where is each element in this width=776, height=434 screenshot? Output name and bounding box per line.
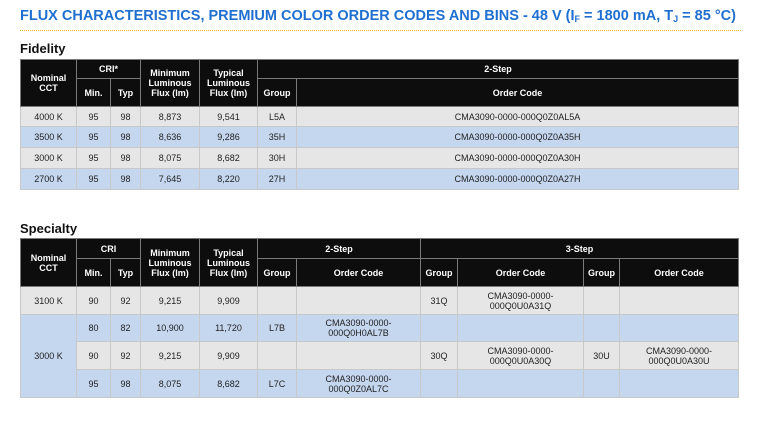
table-row	[21, 287, 739, 315]
title-divider	[20, 30, 741, 31]
specialty-heading: Specialty	[20, 221, 78, 236]
header-order-code-2-step: Order Code	[297, 259, 421, 287]
header-group-2-step: Group	[258, 259, 297, 287]
cri-min-cell: 95	[77, 148, 111, 169]
typ-flux-cell: 9,909	[200, 287, 258, 315]
cct-cell: 4000 K	[21, 107, 77, 127]
table-row	[21, 148, 739, 169]
header-group: Group	[258, 79, 297, 107]
header-order-code: Order Code	[297, 79, 739, 107]
table-row	[21, 169, 739, 190]
typ-flux-cell: 8,220	[200, 169, 258, 190]
group-cell: 30H	[258, 148, 297, 169]
group-3-step-a-cell: 31Q	[421, 287, 458, 315]
order-code-3-step-a-cell	[458, 315, 584, 342]
order-code-2-step-cell: CMA3090-0000-000Q0H0AL7B	[297, 315, 421, 342]
group-2-step-cell	[258, 342, 297, 370]
order-code-3-step-a-cell	[458, 370, 584, 398]
cri-typ-cell: 98	[111, 169, 141, 190]
fidelity-heading: Fidelity	[20, 41, 66, 56]
group-3-step-b-cell: 30U	[584, 342, 620, 370]
header-order-code-3-step-b: Order Code	[620, 259, 739, 287]
page-title: FLUX CHARACTERISTICS, PREMIUM COLOR ORDER CODES AND BINS - 48 V ($I_F = 1800$ mA, $T_J = 85$ °C)	[20, 8, 736, 24]
header-3-step: 3-Step	[421, 239, 739, 259]
group-cell: L5A	[258, 107, 297, 127]
cct-cell: 2700 K	[21, 169, 77, 190]
group-cell: 27H	[258, 169, 297, 190]
group-3-step-a-cell: 30Q	[421, 342, 458, 370]
order-code-cell: CMA3090-0000-000Q0Z0AL5A	[297, 107, 739, 127]
group-cell: 35H	[258, 127, 297, 148]
min-flux-cell: 8,636	[141, 127, 200, 148]
order-code-3-step-b-cell	[620, 370, 739, 398]
cri-typ-cell: 82	[111, 315, 141, 342]
header-min-flux: Minimum Luminous Flux (lm)	[141, 239, 200, 287]
typ-flux-cell: 8,682	[200, 148, 258, 169]
header-typ-flux: Typical Luminous Flux (lm)	[200, 60, 258, 107]
table-row	[21, 370, 739, 398]
typ-flux-cell: 8,682	[200, 370, 258, 398]
typ-flux-cell: 9,541	[200, 107, 258, 127]
fidelity-table	[20, 59, 739, 190]
table-row	[21, 315, 739, 342]
order-code-3-step-a-cell: CMA3090-0000-000Q0U0A31Q	[458, 287, 584, 315]
header-cri: CRI	[77, 239, 141, 259]
header-cri: CRI*	[77, 60, 141, 79]
cri-min-cell: 80	[77, 315, 111, 342]
header-group-3-step-a: Group	[421, 259, 458, 287]
group-3-step-b-cell	[584, 315, 620, 342]
min-flux-cell: 8,873	[141, 107, 200, 127]
min-flux-cell: 7,645	[141, 169, 200, 190]
cri-typ-cell: 92	[111, 342, 141, 370]
cct-cell: 3500 K	[21, 127, 77, 148]
group-2-step-cell: L7B	[258, 315, 297, 342]
header-typ-flux: Typical Luminous Flux (lm)	[200, 239, 258, 287]
header-group-3-step-b: Group	[584, 259, 620, 287]
order-code-cell: CMA3090-0000-000Q0Z0A27H	[297, 169, 739, 190]
cri-min-cell: 95	[77, 127, 111, 148]
cri-typ-cell: 98	[111, 370, 141, 398]
group-3-step-a-cell	[421, 315, 458, 342]
cri-min-cell: 90	[77, 342, 111, 370]
header-nominal-cct: Nominal CCT	[21, 239, 77, 287]
min-flux-cell: 10,900	[141, 315, 200, 342]
table-row	[21, 107, 739, 127]
header-nominal-cct: Nominal CCT	[21, 60, 77, 107]
cct-cell: 3000 K	[21, 148, 77, 169]
min-flux-cell: 8,075	[141, 148, 200, 169]
group-2-step-cell	[258, 287, 297, 315]
cri-min-cell: 90	[77, 287, 111, 315]
group-3-step-a-cell	[421, 370, 458, 398]
order-code-2-step-cell: CMA3090-0000-000Q0Z0AL7C	[297, 370, 421, 398]
typ-flux-cell: 11,720	[200, 315, 258, 342]
min-flux-cell: 9,215	[141, 342, 200, 370]
order-code-2-step-cell	[297, 342, 421, 370]
cct-cell: 3100 K	[21, 287, 77, 315]
order-code-3-step-a-cell: CMA3090-0000-000Q0U0A30Q	[458, 342, 584, 370]
min-flux-cell: 8,075	[141, 370, 200, 398]
order-code-cell: CMA3090-0000-000Q0Z0A30H	[297, 148, 739, 169]
header-min-flux: Minimum Luminous Flux (lm)	[141, 60, 200, 107]
table-row	[21, 342, 739, 370]
header-2-step: 2-Step	[258, 60, 739, 79]
cct-cell: 3000 K	[21, 315, 77, 398]
typ-flux-cell: 9,286	[200, 127, 258, 148]
cri-typ-cell: 98	[111, 127, 141, 148]
group-2-step-cell: L7C	[258, 370, 297, 398]
min-flux-cell: 9,215	[141, 287, 200, 315]
table-row	[21, 127, 739, 148]
order-code-cell: CMA3090-0000-000Q0Z0A35H	[297, 127, 739, 148]
group-3-step-b-cell	[584, 287, 620, 315]
cri-min-cell: 95	[77, 169, 111, 190]
order-code-3-step-b-cell: CMA3090-0000-000Q0U0A30U	[620, 342, 739, 370]
header-order-code-3-step-a: Order Code	[458, 259, 584, 287]
cri-typ-cell: 92	[111, 287, 141, 315]
cri-typ-cell: 98	[111, 148, 141, 169]
specialty-table	[20, 238, 739, 398]
typ-flux-cell: 9,909	[200, 342, 258, 370]
header-cri-typ: Typ	[111, 79, 141, 107]
header-cri-min: Min.	[77, 259, 111, 287]
header-cri-min: Min.	[77, 79, 111, 107]
cri-min-cell: 95	[77, 107, 111, 127]
order-code-2-step-cell	[297, 287, 421, 315]
cri-min-cell: 95	[77, 370, 111, 398]
header-2-step: 2-Step	[258, 239, 421, 259]
group-3-step-b-cell	[584, 370, 620, 398]
order-code-3-step-b-cell	[620, 315, 739, 342]
cri-typ-cell: 98	[111, 107, 141, 127]
header-cri-typ: Typ	[111, 259, 141, 287]
order-code-3-step-b-cell	[620, 287, 739, 315]
